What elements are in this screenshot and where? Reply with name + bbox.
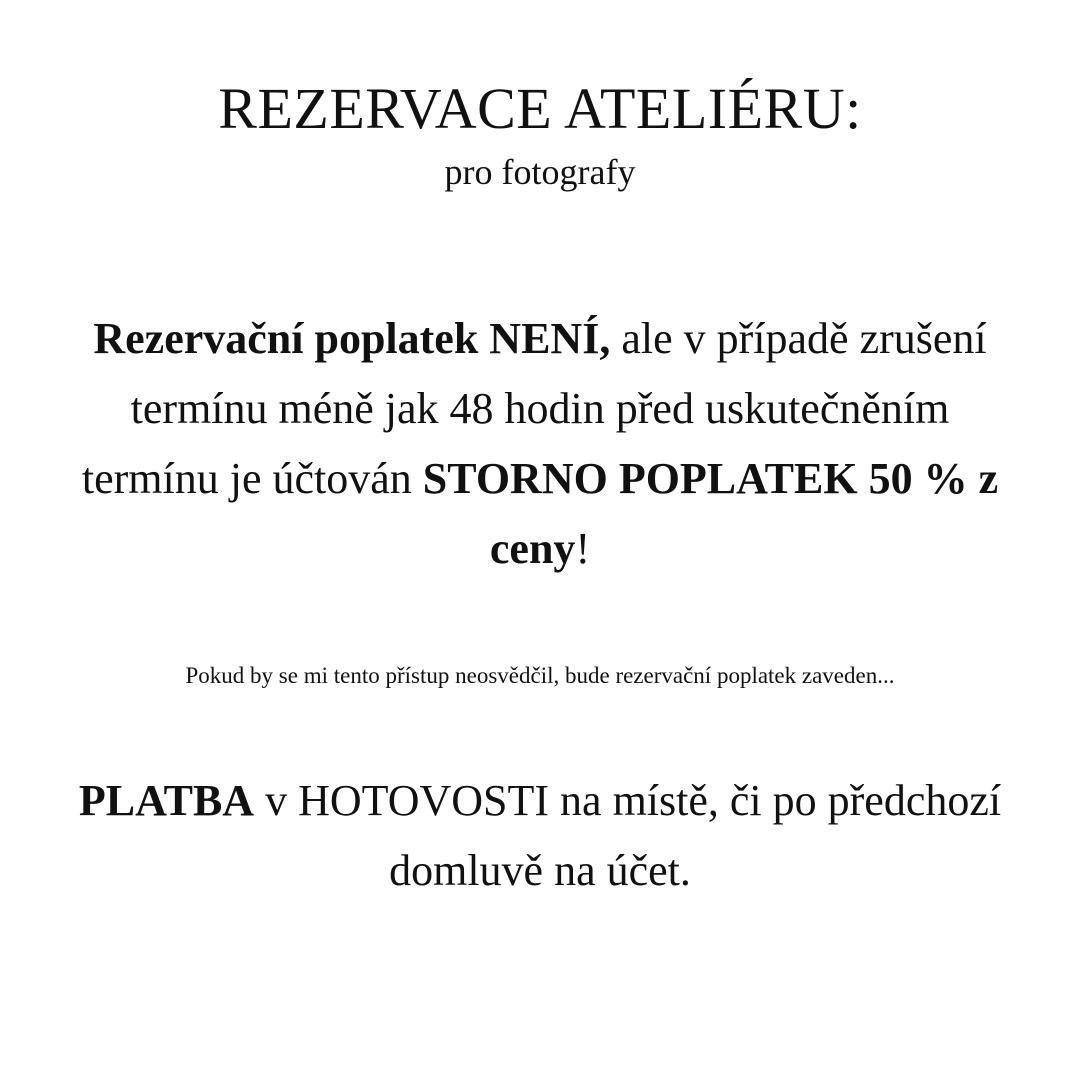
exclamation-text: !	[575, 524, 591, 573]
page-subtitle: pro fotografy	[444, 152, 636, 192]
payment-text: v HOTOVOSTI na místě, či po předchozí domluvě na účet.	[254, 776, 1002, 895]
storno-fee-bold: STORNO POPLATEK 50 % z ceny	[422, 454, 999, 573]
payment-paragraph	[60, 766, 1020, 906]
reservation-fee-bold: Rezervační poplatek NENÍ,	[93, 314, 611, 363]
reservation-fee-text: ale v případě zrušení termínu méně jak 48 hodin před uskutečněním termínu je účtován	[81, 314, 987, 503]
page-title: REZERVACE ATELIÉRU:	[218, 76, 862, 141]
reservation-fee-paragraph	[60, 304, 1020, 584]
payment-bold: PLATBA	[78, 776, 255, 825]
policy-note: Pokud by se mi tento přístup neosvědčil, bude rezervační poplatek zaveden...	[185, 663, 895, 688]
